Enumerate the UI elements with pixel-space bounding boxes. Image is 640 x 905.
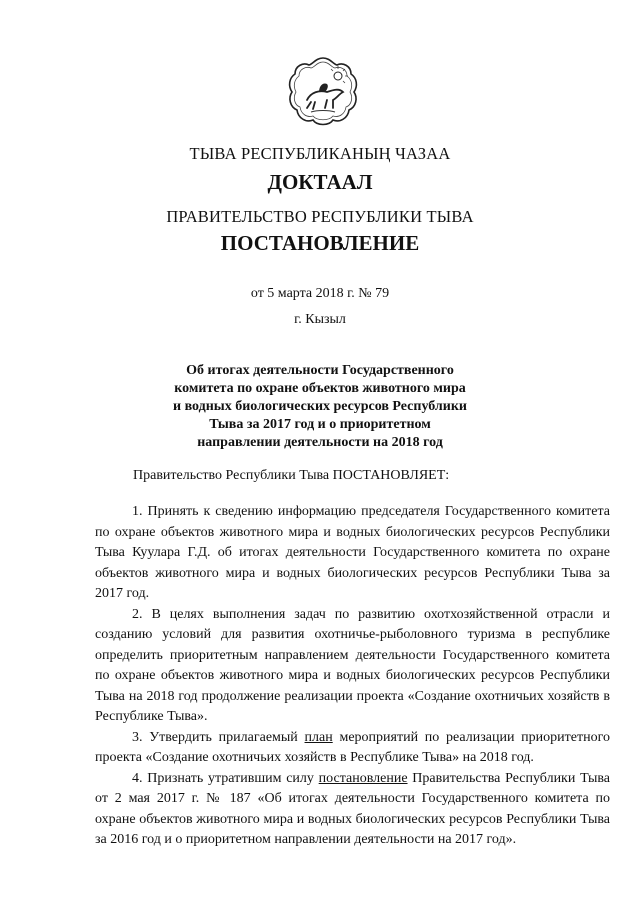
decree-item-3 [95,728,610,769]
government-title: ПРАВИТЕЛЬСТВО РЕСПУБЛИКИ ТЫВА [166,207,474,226]
document-title-line: и водных биологических ресурсов Республики [173,399,467,414]
document-title-line: направлении деятельности на 2018 год [197,435,443,450]
resolution-link[interactable]: постановление [318,770,408,786]
document-title-line: комитета по охране объектов животного мира [174,381,466,396]
decree-item-2: 2. В целях выполнения задач по развитию охотхозяйственной отрасли и созданию условий для развития охотничье-рыболовного туризма в республике определить приоритетным направлением деятельности Государственного комитета по охране объектов животного мира и водных биологических ресурсов Республики Тыва на 2018 год продолжение реализации проекта «Создание охотничьих хозяйств в Республике Тыва». [95,606,610,724]
document-title [0,362,640,452]
document-title-line: Тыва за 2017 год и о приоритетном [209,417,431,432]
decree-item-3-text-end: мероприятий по реализации приоритетного проекта «Создание охотничьих хозяйств в Республике Тыва» на 2018 год. [95,729,610,765]
document-type: ПОСТАНОВЛЕНИЕ [220,231,420,255]
coat-of-arms-emblem-icon [283,52,363,132]
tyva-document-type: ДОКТААЛ [267,170,373,194]
decree-item-1: 1. Принять к сведению информацию председателя Государственного комитета по охране объектов животного мира и водных биологических ресурсов Республики Тыва Куулара Г.Д. об итогах деятельности Государственного комитета по охране объектов животного мира и водных биологических ресурсов Республики Тыва за 2017 год. [95,504,610,601]
tyva-government-title: ТЫВА РЕСПУБЛИКАНЫҢ ЧАЗАА [189,144,451,163]
decree-item-4 [95,769,610,851]
decree-body [95,502,610,851]
document-city: г. Кызыл [294,312,346,327]
document-title-line: Об итогах деятельности Государственного [186,363,454,378]
decree-item-4-text-start: 4. Признать утратившим силу [132,770,319,786]
plan-link[interactable]: план [304,729,333,745]
decree-intro: Правительство Республики Тыва ПОСТАНОВЛЯЕТ: [133,468,450,483]
decree-item-3-text-start: 3. Утвердить прилагаемый [132,729,305,745]
document-date-number: от 5 марта 2018 г. № 79 [250,286,390,301]
decree-item-4-text-end: Правительства Республики Тыва от 2 мая 2017 г. № 187 «Об итогах деятельности Государственного комитета по охране объектов животного мира и водных биологических ресурсов Республики Тыва за 2016 год и о приоритетном направлении деятельности на 2017 год». [95,770,611,847]
